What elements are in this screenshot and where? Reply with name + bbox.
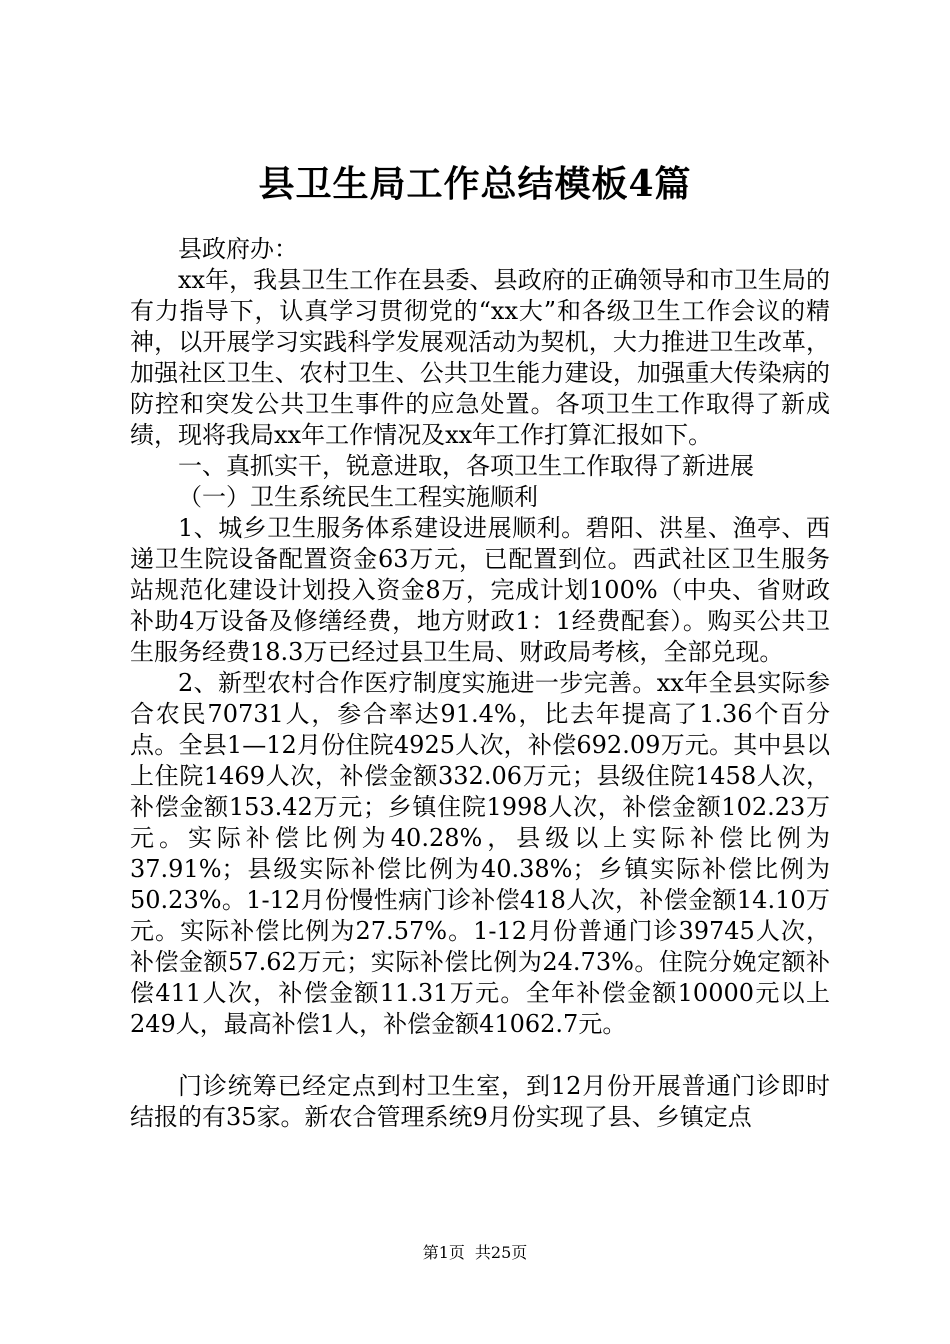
paragraph-item-1: 1、城乡卫生服务体系建设进展顺利。碧阳、洪星、渔亭、西递卫生院设备配置资金63万元，已配置到位。西武社区卫生服务站规范化建设计划投入资金8万，完成计划100%（中央、省财政补助4万设备及修缮经费，地方财政1：1经费配套）。购买公共卫生服务经费18.3万已经过县卫生局、财政局考核，全部兑现。	[130, 514, 830, 666]
subsection-heading: （一）卫生系统民生工程实施顺利	[178, 483, 538, 511]
paragraph-continued: 门诊统筹已经定点到村卫生室，到12月份开展普通门诊即时结报的有35家。新农合管理系统9月份实现了县、乡镇定点	[130, 1072, 830, 1131]
page-total: 共25页	[474, 1243, 528, 1262]
intro-paragraph: xx年，我县卫生工作在县委、县政府的正确领导和市卫生局的有力指导下，认真学习贯彻党的“xx大”和各级卫生工作会议的精神，以开展学习实践科学发展观活动为契机，大力推进卫生改革，加强社区卫生、农村卫生、公共卫生能力建设，加强重大传染病的防控和突发公共卫生事件的应急处置。各项卫生工作取得了新成绩，现将我局xx年工作情况及xx年工作打算汇报如下。	[130, 266, 830, 449]
page-footer	[0, 1242, 950, 1264]
salutation: 县政府办：	[178, 235, 298, 263]
document-title: 县卫生局工作总结模板4篇	[258, 163, 692, 205]
section-heading: 一、真抓实干，锐意进取，各项卫生工作取得了新进展	[178, 452, 754, 480]
paragraph-item-2: 2、新型农村合作医疗制度实施进一步完善。xx年全县实际参合农民70731人，参合率达91.4%，比去年提高了1.36个百分点。全县1—12月份住院4925人次，补偿692.09万元。其中县以上住院1469人次，补偿金额332.06万元；县级住院1458人次，补偿金额153.42万元；乡镇住院1998人次，补偿金额102.23万元。实际补偿比例为40.28%，县级以上实际补偿比例为37.91%；县级实际补偿比例为40.38%；乡镇实际补偿比例为50.23%。1-12月份慢性病门诊补偿418人次，补偿金额14.10万元。实际补偿比例为27.57%。1-12月份普通门诊39745人次，补偿金额57.62万元；实际补偿比例为24.73%。住院分娩定额补偿411人次，补偿金额11.31万元。全年补偿金额10000元以上249人，最高补偿1人，补偿金额41062.7元。	[130, 669, 830, 1038]
document-body	[130, 234, 830, 1133]
page-number: 第1页	[422, 1243, 465, 1262]
